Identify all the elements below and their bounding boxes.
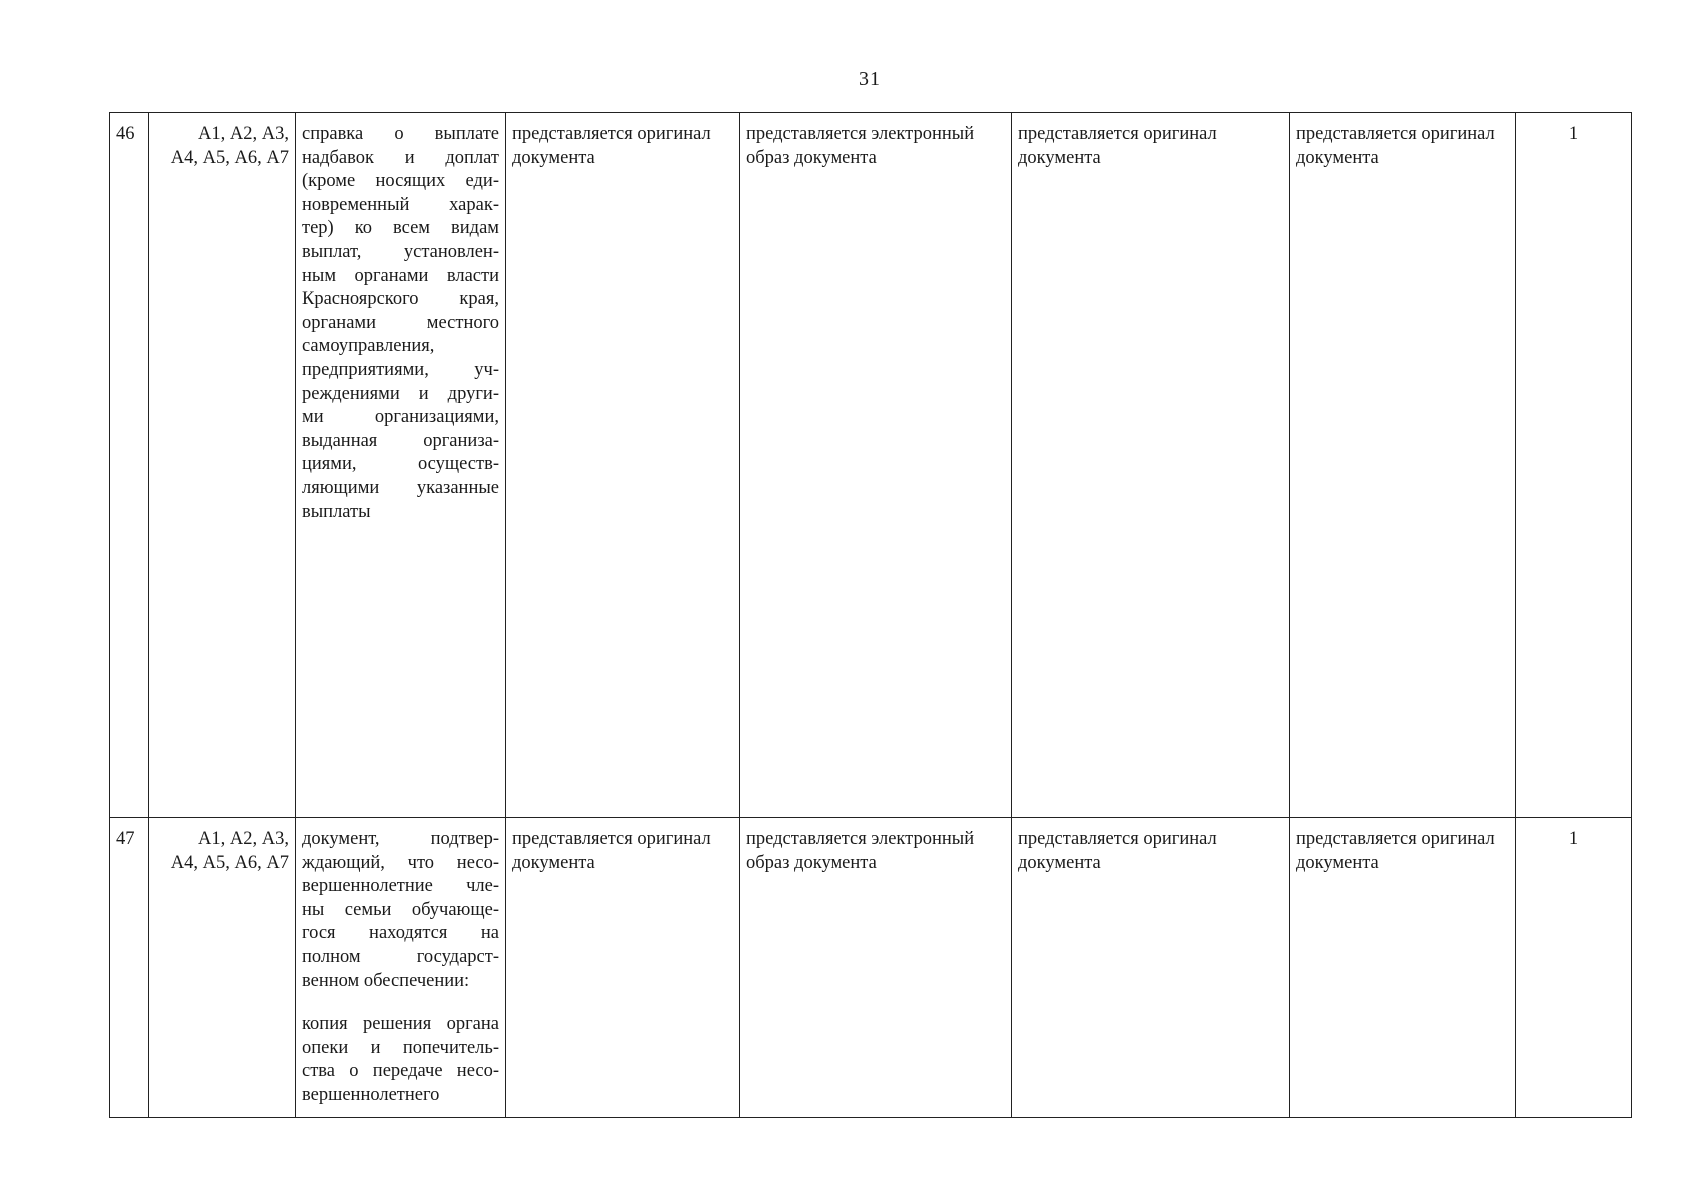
description-line: справка о выплате — [302, 124, 499, 144]
cell-submission-2: представляется электронный образ документа — [740, 113, 1012, 818]
document-description — [296, 113, 506, 818]
description-line: предприятиями, уч- — [302, 359, 499, 380]
cell-submission-3: представляется оригинал документа — [1012, 113, 1290, 818]
cell-submission-1: представляется оригинал документа — [506, 818, 740, 1118]
document-count: 1 — [1516, 113, 1632, 818]
table-row — [110, 818, 1632, 1118]
category-codes — [149, 818, 296, 1118]
category-codes-line: А4, А5, А6, А7 — [170, 147, 289, 168]
description-line: ми организациями, — [302, 407, 499, 428]
description-line: полном государст- — [302, 946, 499, 967]
description-line: ляющими указанные — [302, 477, 499, 498]
description-line: ным органами власти — [302, 265, 499, 286]
description-line: опеки и попечитель- — [302, 1037, 499, 1058]
description-line: венном обеспечении: — [302, 970, 470, 991]
description-line: Красноярского края, — [302, 289, 499, 310]
cell-submission-4: представляется оригинал документа — [1290, 113, 1516, 818]
category-codes — [149, 113, 296, 818]
document-description — [296, 818, 506, 1118]
document-count: 1 — [1516, 818, 1632, 1118]
description-line: ны семьи обучающе- — [302, 899, 499, 920]
page-number: 31 — [859, 68, 881, 90]
description-line: циями, осуществ- — [302, 454, 499, 475]
description-line: вершеннолетние чле- — [302, 876, 499, 897]
table-row — [110, 113, 1632, 818]
description-line: копия решения органа — [302, 1014, 499, 1035]
paragraph-gap — [302, 993, 499, 1013]
description-line: ждающий, что несо- — [302, 852, 499, 873]
cell-submission-1: представляется оригинал документа — [506, 113, 740, 818]
row-number: 47 — [110, 818, 149, 1118]
description-line: надбавок и доплат — [302, 147, 499, 168]
description-line: новременный харак- — [302, 194, 499, 215]
category-codes-line: А1, А2, А3, — [198, 829, 289, 849]
cell-submission-4: представляется оригинал документа — [1290, 818, 1516, 1118]
description-line: гося находятся на — [302, 923, 499, 944]
description-line: самоуправления, — [302, 336, 435, 357]
description-line: документ, подтвер- — [302, 829, 499, 849]
category-codes-line: А1, А2, А3, — [198, 124, 289, 144]
description-line: ства о передаче несо- — [302, 1061, 499, 1082]
row-number: 46 — [110, 113, 149, 818]
description-line: тер) ко всем видам — [302, 218, 499, 239]
description-line: выданная организа- — [302, 430, 499, 451]
cell-submission-2: представляется электронный образ документа — [740, 818, 1012, 1118]
description-line: реждениями и други- — [302, 383, 499, 404]
documents-table — [109, 112, 1632, 1118]
description-line: выплаты — [302, 501, 371, 522]
cell-submission-3: представляется оригинал документа — [1012, 818, 1290, 1118]
description-line: выплат, установлен- — [302, 241, 499, 262]
category-codes-line: А4, А5, А6, А7 — [170, 852, 289, 873]
description-line: органами местного — [302, 312, 499, 333]
description-line: (кроме носящих еди- — [302, 171, 499, 192]
description-line: вершеннолетнего — [302, 1084, 440, 1105]
